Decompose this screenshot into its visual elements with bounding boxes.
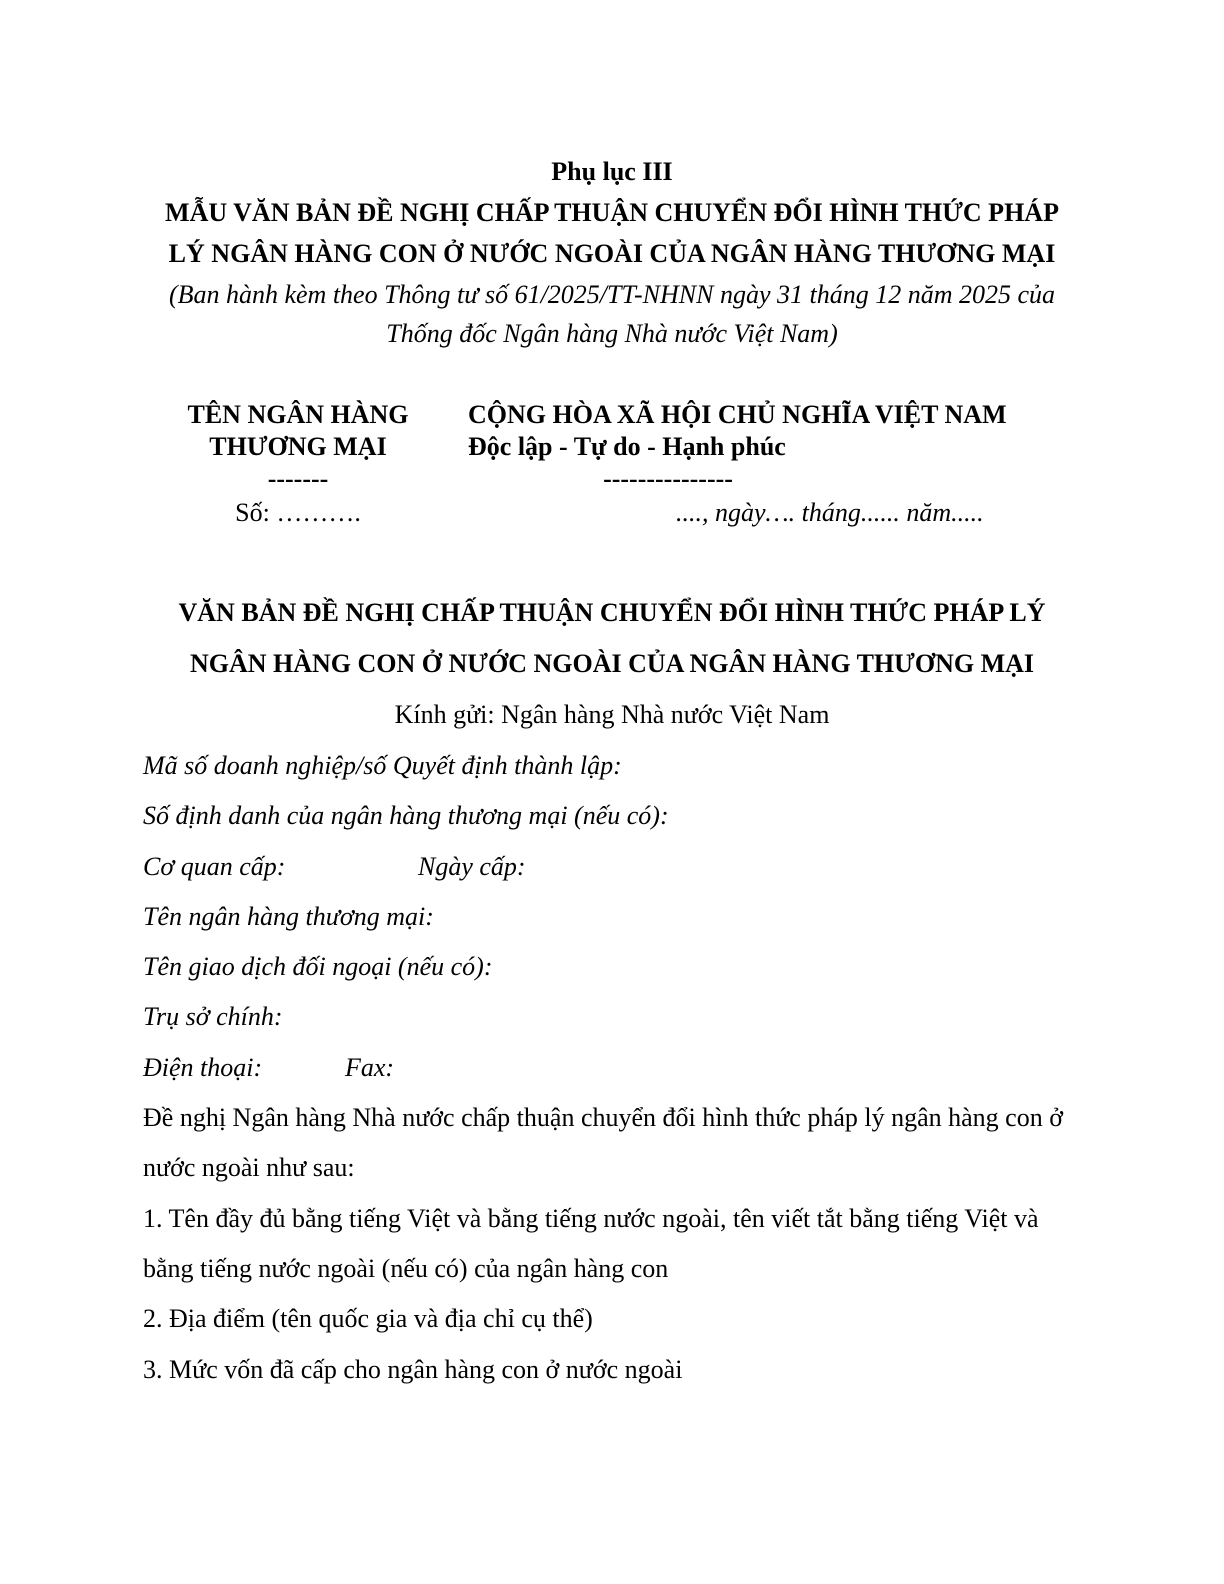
field-business-code: Mã số doanh nghiệp/số Quyết định thành lập: — [143, 751, 622, 780]
document-number: Số: ………. — [235, 498, 361, 527]
request-line1: Đề nghị Ngân hàng Nhà nước chấp thuận chuyển đổi hình thức pháp lý ngân hàng con ở — [143, 1103, 1063, 1132]
document-title-line1: VĂN BẢN ĐỀ NGHỊ CHẤP THUẬN CHUYỂN ĐỔI HÌNH THỨC PHÁP LÝ — [178, 598, 1046, 627]
field-foreign-name: Tên giao dịch đối ngoại (nếu có): — [143, 952, 493, 981]
item3: 3. Mức vốn đã cấp cho ngân hàng con ở nước ngoài — [143, 1355, 683, 1384]
issued-note-line2: Thống đốc Ngân hàng Nhà nước Việt Nam) — [386, 319, 838, 348]
appendix-label: Phụ lục III — [551, 157, 673, 186]
field-identifier: Số định danh của ngân hàng thương mại (nếu có): — [143, 801, 669, 830]
request-line2: nước ngoài như sau: — [143, 1153, 355, 1182]
item2: 2. Địa điểm (tên quốc gia và địa chỉ cụ thể) — [143, 1304, 593, 1333]
date-line: ...., ngày…. tháng...... năm..... — [676, 498, 984, 527]
national-motto: Độc lập - Tự do - Hạnh phúc — [468, 432, 786, 461]
form-title-line2: LÝ NGÂN HÀNG CON Ở NƯỚC NGOÀI CỦA NGÂN HÀNG THƯƠNG MẠI — [168, 239, 1056, 268]
field-issuer: Cơ quan cấp: — [143, 852, 286, 881]
form-title-line1: MẪU VĂN BẢN ĐỀ NGHỊ CHẤP THUẬN CHUYỂN ĐỔI HÌNH THỨC PHÁP — [165, 198, 1059, 227]
bank-name-placeholder-line1: TÊN NGÂN HÀNG — [187, 400, 409, 429]
field-issue-date: Ngày cấp: — [418, 852, 526, 881]
field-bank-name: Tên ngân hàng thương mại: — [143, 902, 434, 931]
field-head-office: Trụ sở chính: — [143, 1002, 283, 1031]
field-fax: Fax: — [345, 1053, 395, 1082]
national-title: CỘNG HÒA XÃ HỘI CHỦ NGHĨA VIỆT NAM — [468, 400, 1007, 429]
field-phone: Điện thoại: — [143, 1053, 263, 1082]
document-title-line2: NGÂN HÀNG CON Ở NƯỚC NGOÀI CỦA NGÂN HÀNG THƯƠNG MẠI — [189, 649, 1035, 678]
item1-line1: 1. Tên đầy đủ bằng tiếng Việt và bằng tiếng nước ngoài, tên viết tắt bằng tiếng Việt và — [143, 1204, 1039, 1233]
issued-note-line1: (Ban hành kèm theo Thông tư số 61/2025/TT-NHNN ngày 31 tháng 12 năm 2025 của — [168, 280, 1056, 309]
letterhead-right-divider: --------------- — [603, 464, 733, 493]
bank-name-placeholder-line2: THƯƠNG MẠI — [209, 432, 387, 461]
recipient-line: Kính gửi: Ngân hàng Nhà nước Việt Nam — [394, 700, 830, 729]
letterhead-left-divider: ------- — [267, 464, 329, 493]
item1-line2: bằng tiếng nước ngoài (nếu có) của ngân hàng con — [143, 1254, 669, 1283]
